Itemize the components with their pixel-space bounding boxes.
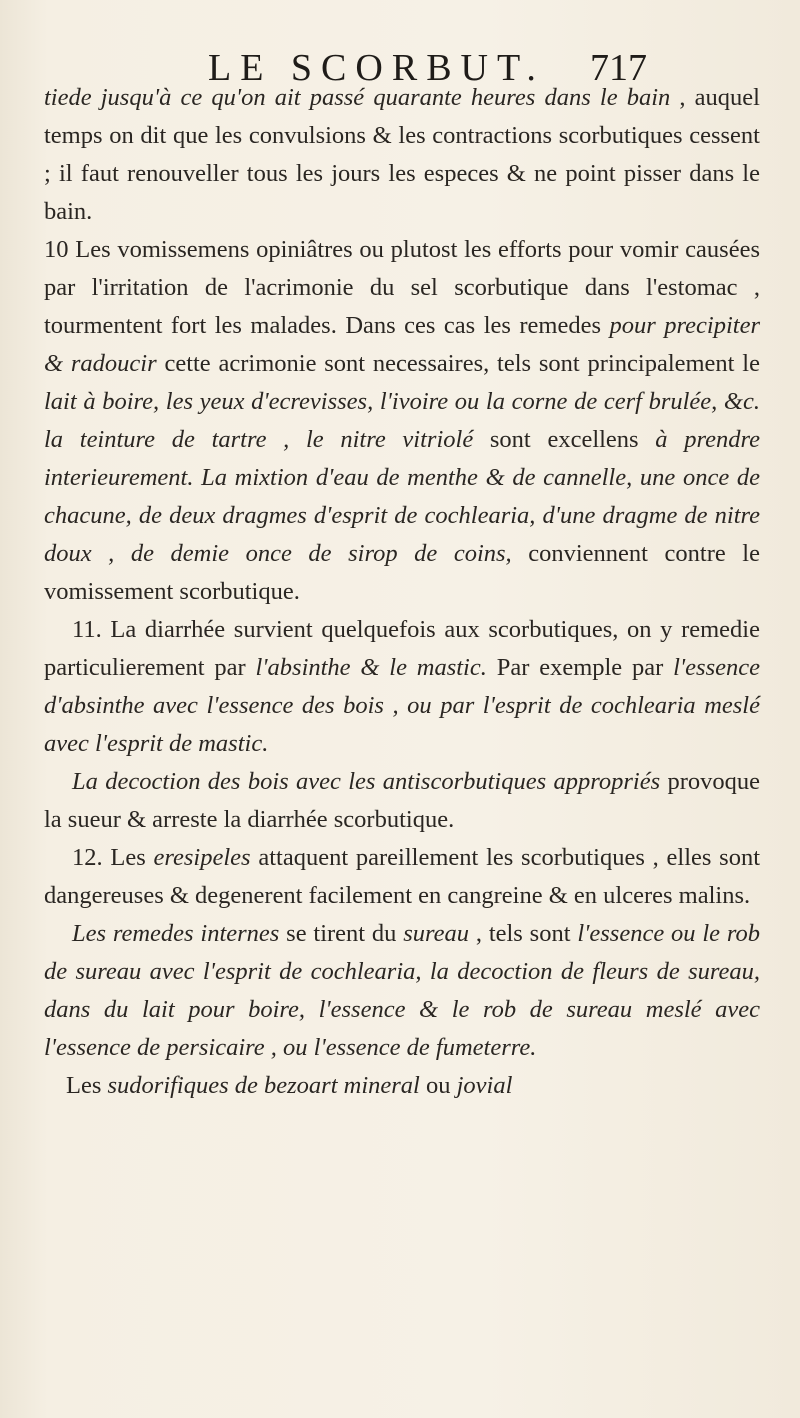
paragraph-bath-conclusion — [44, 79, 760, 231]
text-segment: 12. Les — [72, 844, 154, 871]
paragraph-decoction — [44, 763, 760, 839]
text-segment: cette acrimonie sont necessaires, tels sont principalement le — [156, 350, 760, 377]
text-segment: sont excellens — [473, 426, 656, 453]
italic-text-segment: eresipeles — [153, 844, 251, 871]
italic-text-segment: Les remedes internes — [72, 920, 280, 947]
paragraph-vomiting — [44, 231, 760, 611]
paragraph-internal-remedies — [44, 915, 760, 1067]
italic-text-segment: pour precipiter & radoucir — [44, 312, 760, 377]
italic-text-segment: lait à boire, les yeux d'ecrevisses, l'ivoire ou la corne de cerf brulée, &c. la teinture de tartre , le nitre vitriolé — [44, 388, 760, 453]
italic-text-segment: à prendre interieurement. La mixtion d'eau de menthe & de cannelle, une once de chacune, de deux dragmes d'esprit de cochlearia, d'une dragme de nitre doux , de demie once de sirop de coins, — [44, 426, 760, 567]
text-segment: ou — [419, 1072, 457, 1099]
text-segment: attaquent pareillement les scorbutiques , elles sont dangereuses & degenerent facilement en cangreine & en ulceres malins. — [44, 844, 761, 909]
page-number: 717 — [590, 47, 647, 89]
paragraph-erysipelas — [44, 839, 760, 915]
text-segment: 10 Les vomissemens opiniâtres ou plutost les efforts pour vomir causées par l'irritation de l'acrimonie du sel scorbutique dans l'estomac , tourmentent fort les malades. Dans ces cas les remedes — [44, 236, 760, 339]
text-segment: Les — [66, 1072, 108, 1099]
text-segment: se tirent du — [279, 920, 404, 947]
text-segment: 11. La diarrhée survient quelquefois aux scorbutiques, on y remedie particulierement par — [44, 616, 760, 681]
paragraph-sudorifics — [44, 1067, 760, 1105]
italic-text-segment: l'absinthe & le mastic. — [255, 654, 487, 681]
italic-text-segment: l'essence ou le rob de sureau avec l'esprit de cochlearia, la decoction de fleurs de sureau, dans du lait pour boire, l'essence & le rob de sureau meslé avec l'essence de persicaire , ou l'essence de fumeterre. — [44, 920, 760, 1061]
body-text — [44, 79, 760, 1105]
running-head: LE SCORBUT. — [208, 47, 545, 89]
italic-text-segment: La decoction des bois avec les antiscorbutiques appropriés — [72, 768, 661, 795]
paragraph-diarrhea — [44, 611, 760, 763]
text-segment: , tels sont — [469, 920, 578, 947]
italic-text-segment: jovial — [456, 1072, 513, 1099]
italic-text-segment: sureau — [403, 920, 470, 947]
italic-text-segment: tiede jusqu'à ce qu'on ait passé quarante heures dans le bain — [44, 84, 671, 111]
text-segment: provoque la sueur & arreste la diarrhée scorbutique. — [44, 768, 760, 833]
italic-text-segment: l'essence d'absinthe avec l'essence des bois , ou par l'esprit de cochlearia meslé avec l'esprit de mastic. — [44, 654, 760, 757]
text-segment: Par exemple par — [486, 654, 674, 681]
italic-text-segment: sudorifiques de bezoart mineral — [107, 1072, 420, 1099]
text-segment: , auquel temps on dit que les convulsions & les contractions scorbutiques cessent ; il faut renouveller tous les jours les especes & ne point pisser dans le bain. — [44, 84, 760, 225]
text-segment: conviennent contre le vomissement scorbutique. — [44, 540, 760, 605]
